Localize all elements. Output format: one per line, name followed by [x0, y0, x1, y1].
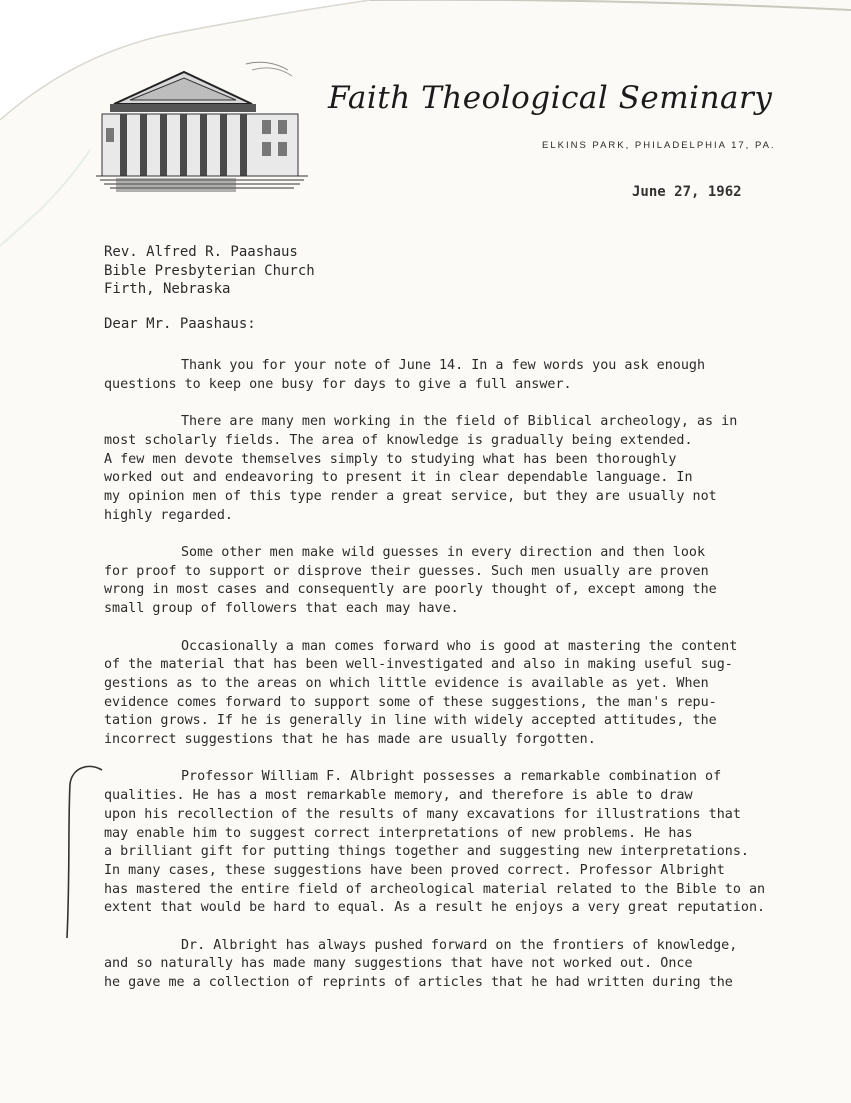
text-line: small group of followers that each may have.	[104, 601, 459, 617]
text-line: There are many men working in the field of Biblical archeology, as in	[181, 414, 738, 430]
text-line: for proof to support or disprove their guesses. Such men usually are proven	[104, 563, 709, 579]
recipient-church: Bible Presbyterian Church	[104, 262, 315, 279]
text-line: wrong in most cases and consequently are poorly thought of, except among the	[104, 582, 717, 598]
paragraph	[104, 357, 794, 394]
text-line: Occasionally a man comes forward who is good at mastering the content	[181, 638, 738, 654]
seminary-address: ELKINS PARK, PHILADELPHIA 17, PA.	[542, 140, 776, 151]
paragraph	[104, 413, 794, 525]
seminary-name: Faith Theological Seminary	[328, 80, 773, 116]
text-line: Thank you for your note of June 14. In a few words you ask enough	[181, 358, 706, 373]
letter-body	[104, 357, 794, 1012]
salutation: Dear Mr. Paashaus:	[104, 316, 256, 332]
text-line: a brilliant gift for putting things together and suggesting new interpretations.	[104, 844, 749, 860]
text-line: gestions as to the areas on which little evidence is available as yet. When	[104, 675, 709, 691]
paragraph	[104, 638, 794, 750]
text-line: and so naturally has made many suggestions that have not worked out. Once	[104, 956, 693, 972]
text-line: questions to keep one busy for days to give a full answer.	[104, 376, 572, 392]
recipient-location: Firth, Nebraska	[104, 281, 231, 297]
recipient-address	[104, 243, 315, 299]
text-line: most scholarly fields. The area of knowledge is gradually being extended.	[104, 432, 693, 448]
text-line: evidence comes forward to support some of these suggestions, the man's repu-	[104, 694, 717, 710]
handwritten-margin-mark	[58, 762, 108, 942]
paragraph	[104, 937, 794, 993]
text-line: tation grows. If he is generally in line with widely accepted attitudes, the	[104, 713, 717, 729]
text-line: upon his recollection of the results of many excavations for illustrations that	[104, 806, 741, 822]
text-line: of the material that has been well-investigated and also in making useful sug-	[104, 657, 733, 673]
text-line: incorrect suggestions that he has made are usually forgotten.	[104, 732, 596, 748]
paragraph	[104, 544, 794, 619]
text-line: may enable him to suggest correct interpretations of new problems. He has	[104, 825, 693, 841]
recipient-name: Rev. Alfred R. Paashaus	[104, 244, 298, 260]
text-line: he gave me a collection of reprints of articles that he had written during the	[104, 975, 733, 991]
text-line: highly regarded.	[104, 507, 233, 523]
paragraph	[104, 768, 794, 918]
text-line: Professor William F. Albright possesses a remarkable combination of	[181, 769, 722, 785]
text-line: In many cases, these suggestions have been proved correct. Professor Albright	[104, 862, 725, 878]
seminary-building-image	[96, 58, 308, 194]
text-line: worked out and endeavoring to present it in clear dependable language. In	[104, 470, 693, 486]
text-line: Some other men make wild guesses in every direction and then look	[181, 545, 706, 560]
letter-date: June 27, 1962	[632, 184, 742, 200]
text-line: extent that would be hard to equal. As a result he enjoys a very great reputation.	[104, 900, 766, 916]
text-line: my opinion men of this type render a great service, but they are usually not	[104, 488, 717, 504]
text-line: A few men devote themselves simply to studying what has been thoroughly	[104, 451, 677, 467]
text-line: qualities. He has a most remarkable memory, and therefore is able to draw	[104, 788, 693, 804]
text-line: Dr. Albright has always pushed forward on the frontiers of knowledge,	[181, 937, 738, 953]
text-line: has mastered the entire field of archeological material related to the Bible to an	[104, 881, 766, 897]
